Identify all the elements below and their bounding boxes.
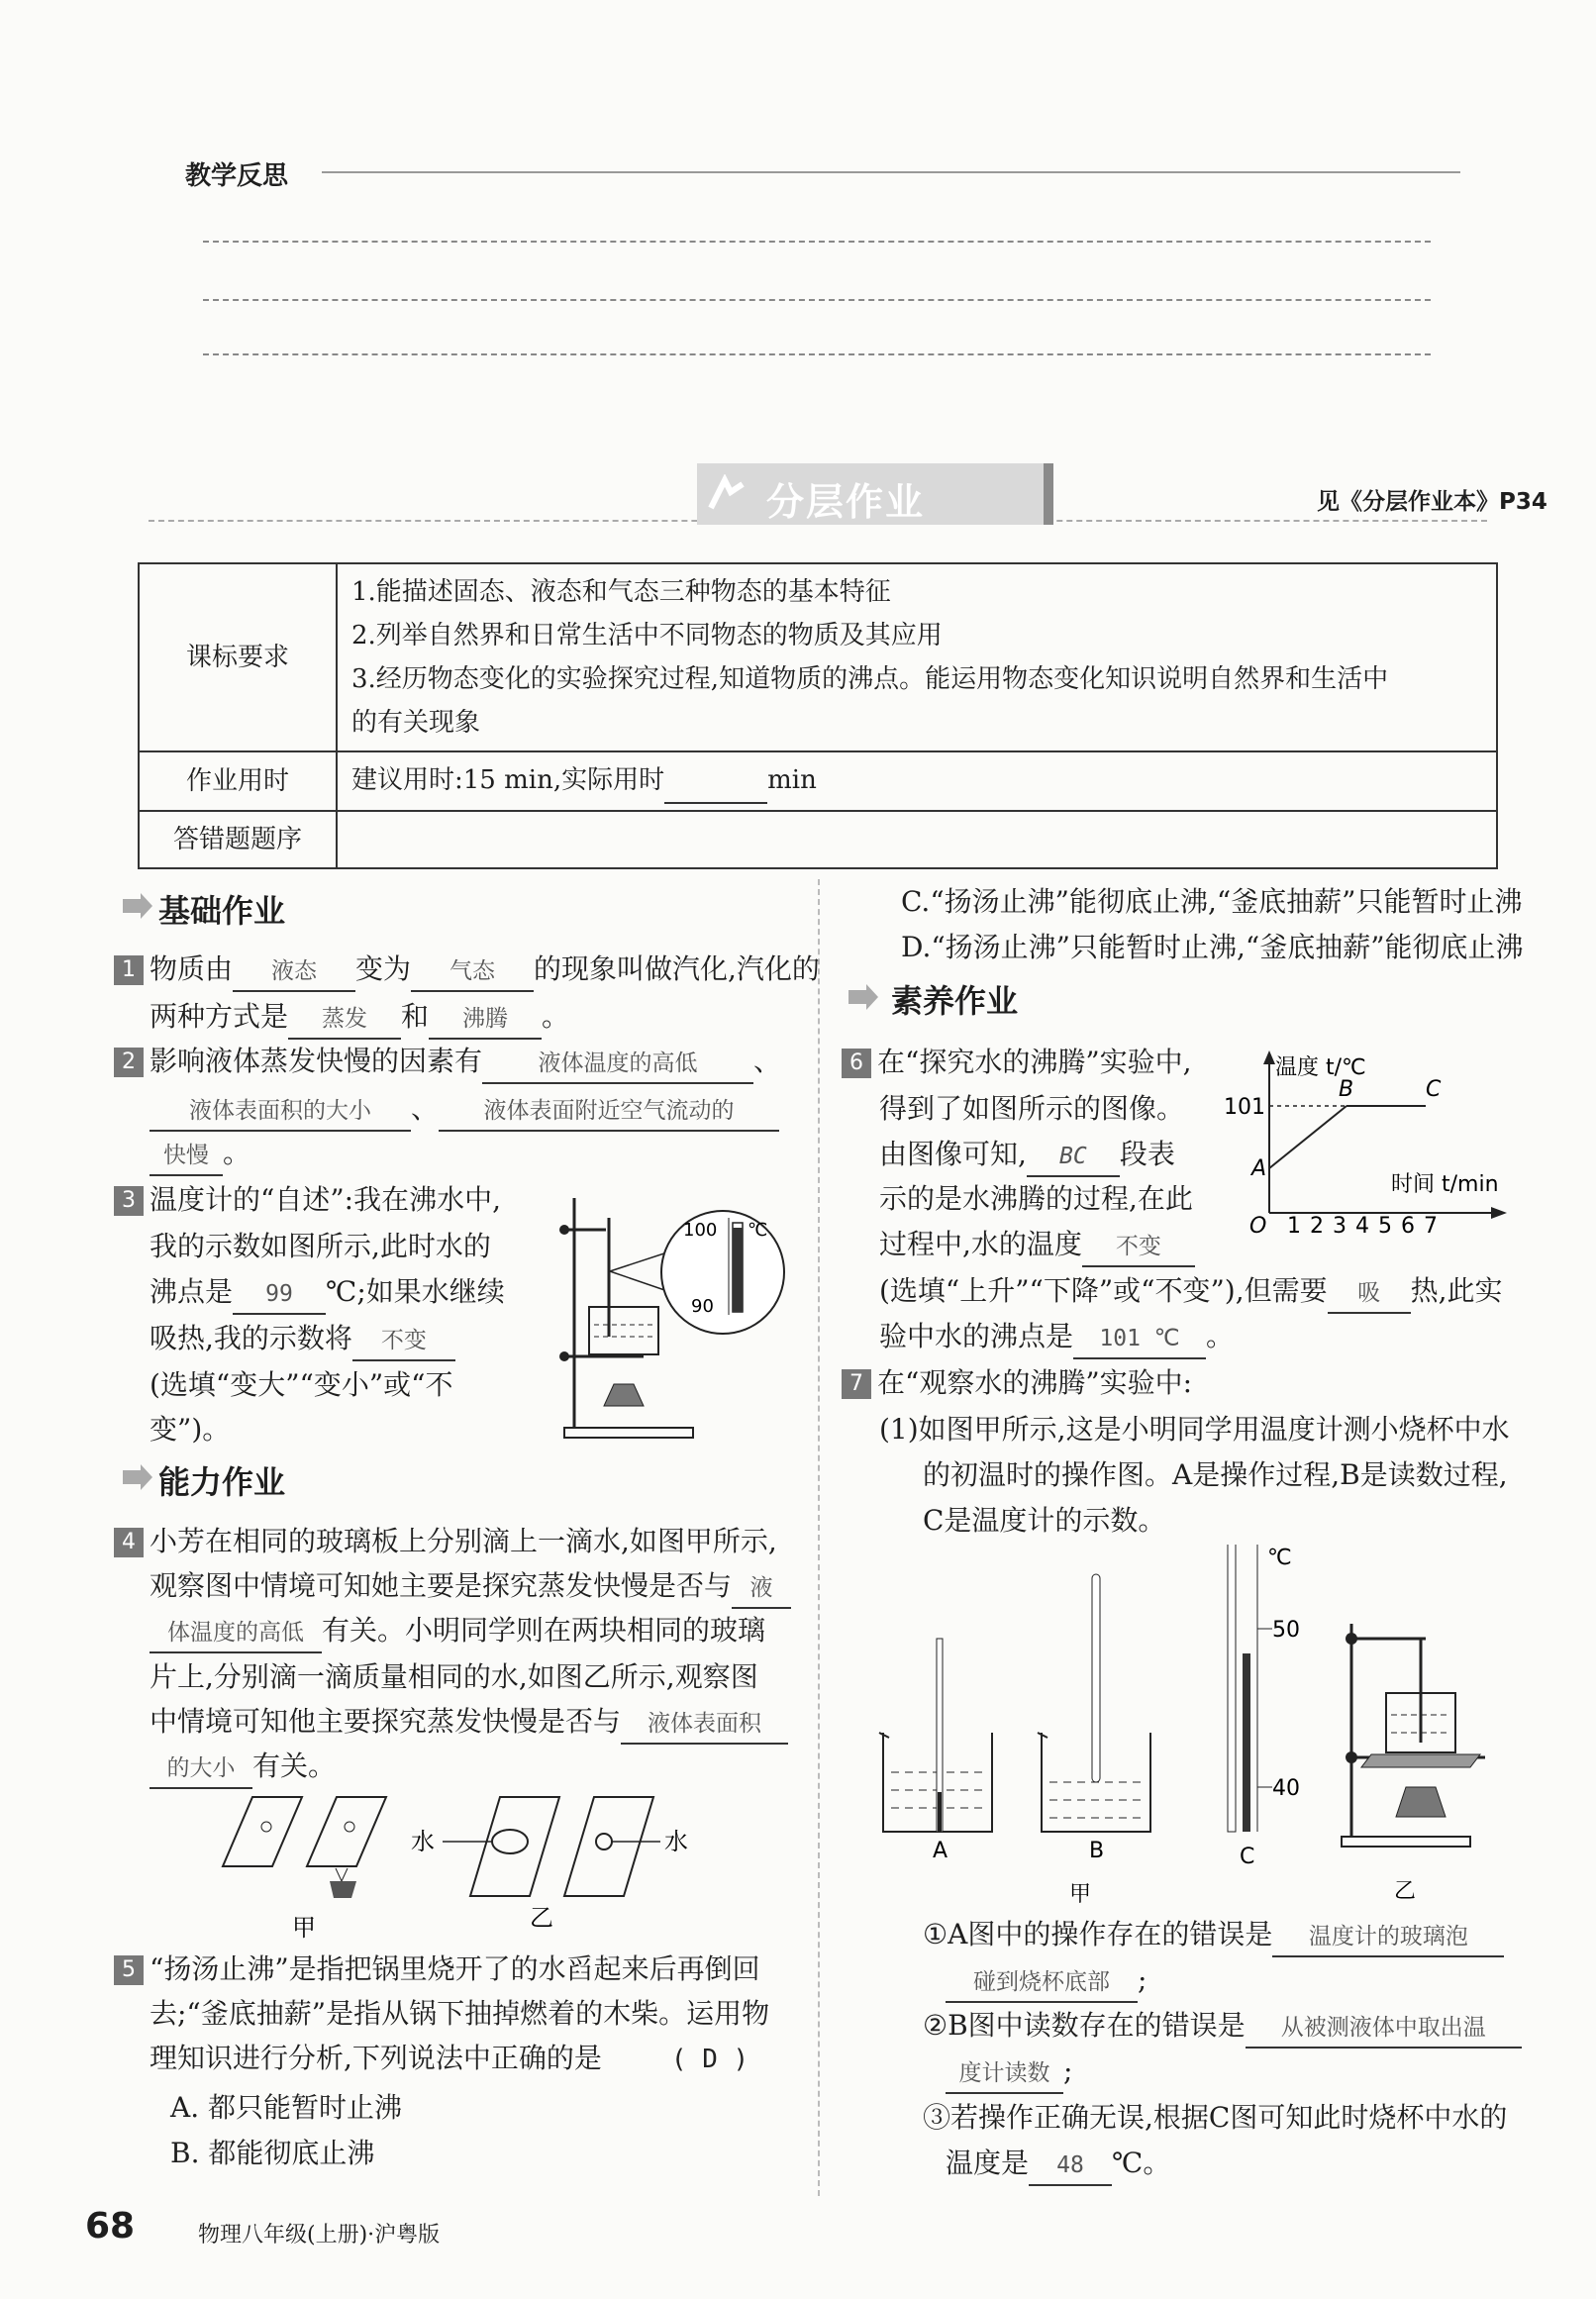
q2-answer-2[interactable]: 液体表面积的大小 [150,1092,411,1132]
q6-line7 [879,1318,1234,1359]
q7-answer-1a[interactable]: 温度计的玻璃泡 [1272,1918,1504,1957]
standard-item: 3.经历物态变化的实验探究过程,知道物质的沸点。能运用物态变化知识说明自然界和生活中 [351,664,1389,694]
scale-unit-C: ℃ [1267,1546,1292,1570]
q3-line6: 变”)。 [150,1413,231,1446]
standard-item: 的有关现象 [351,708,481,738]
q7-r3-line2 [946,2145,1170,2186]
q4-answer-1b[interactable]: 体温度的高低 [150,1614,322,1653]
q4-text: 中情境可知他主要探究蒸发快慢是否与 [150,1705,622,1738]
q3-line5: (选填“变大”“变小”或“不 [150,1368,453,1401]
mercury-C [1243,1653,1250,1832]
point-B: B [1339,1077,1354,1102]
standard-item: 1.能描述固态、液态和气态三种物态的基本特征 [351,577,891,607]
label-wrong: 答错题题序 [139,811,337,868]
label-A: A [933,1839,948,1863]
column-divider [818,879,820,2196]
q3-answer-2[interactable]: 不变 [352,1322,455,1361]
q4-text: 观察图中情境可知她主要是探究蒸发快慢是否与 [150,1569,733,1602]
q1-answer-4[interactable]: 沸腾 [429,1000,542,1040]
water-label-right: 水 [664,1828,688,1855]
glass-plate-2 [307,1797,386,1866]
q3-text: 吸热,我的示数将 [150,1322,352,1354]
q1-text: 和 [401,1000,430,1033]
q7-text: ②B图中读数存在的错误是 [923,2009,1246,2042]
label-jia-7: 甲 [1069,1882,1092,1906]
q3-line3 [150,1273,505,1315]
q7-figure [871,1545,1505,1906]
q4-answer-2a[interactable]: 液体表面积 [621,1705,788,1745]
q2-number: 2 [114,1048,144,1077]
scale-label-top: 100 [683,1220,718,1241]
point-C: C [1426,1077,1442,1102]
q4-line3 [150,1612,765,1653]
q6-answer-4[interactable]: 101 ℃ [1073,1320,1206,1359]
q5-option-c[interactable]: C.“扬汤止沸”能彻底止沸,“釜底抽薪”只能暂时止沸 [901,885,1523,918]
q7-text: 温度是 [946,2147,1030,2179]
graph-ylabel: 温度 t/℃ [1275,1055,1366,1080]
q3-text: 温度计的“自述”:我在沸水中, [150,1183,501,1216]
q2-text: 影响液体蒸发快慢的因素有 [150,1045,483,1077]
q6-boiling-graph [1218,1045,1515,1238]
q4-number: 4 [114,1528,144,1557]
q1-number: 1 [114,955,144,985]
wrong-cell[interactable] [337,811,1497,868]
q1-answer-3[interactable]: 蒸发 [288,1000,401,1040]
x-tick: 3 [1333,1214,1347,1238]
q4-text: 有关。小明同学则在两块相同的玻璃 [322,1614,766,1647]
q7-answer-3[interactable]: 48 [1029,2147,1112,2186]
x-tick: 4 [1355,1214,1369,1238]
reflection-dotted-line [203,299,1431,301]
q1-text: 两种方式是 [150,1000,289,1033]
label-time: 作业用时 [139,751,337,811]
q4-line5 [150,1703,788,1745]
reflection-title: 教学反思 [185,161,289,191]
burner-yi [1396,1787,1446,1817]
q4-line2 [150,1567,791,1609]
beaker [589,1307,658,1354]
q7-r2-line2 [946,2052,1072,2094]
graph-y-value: 101 [1224,1095,1265,1120]
standard-item: 2.列举自然界和日常生活中不同物态的物质及其应用 [351,621,943,650]
q5-line3 [150,2040,748,2078]
label-C: C [1240,1845,1255,1869]
q4-line4: 片上,分别滴一滴质量相同的水,如图乙所示,观察图 [150,1660,758,1693]
q5-line2: 去;“釜底抽薪”是指从锅下抽掉燃着的木柴。运用物 [150,1997,770,2030]
x-tick: 1 [1287,1214,1301,1238]
book-title: 物理八年级(上册)·沪粤版 [198,2223,441,2248]
time-unit: min [767,765,817,795]
q1-line2 [150,998,569,1040]
q4-figure [213,1787,728,1946]
section-basic: 基础作业 [158,892,286,930]
stand-base-yi [1342,1837,1470,1847]
origin: O [1249,1214,1267,1238]
q7-text: ; [1063,2054,1073,2087]
q6-answer-1[interactable]: BC [1027,1138,1120,1177]
q2-line3 [150,1135,250,1176]
reflection-line [322,171,1460,173]
q6-text: 热,此实 [1410,1274,1503,1307]
q1-answer-1[interactable]: 液态 [233,952,355,992]
q4-line1 [114,1523,777,1560]
alcohol-lamp [330,1881,356,1898]
time-blank[interactable] [664,758,767,804]
q2-text: 。 [223,1137,251,1169]
x-tick: 6 [1401,1214,1415,1238]
q6-line6 [879,1272,1503,1314]
q7-number: 7 [842,1369,871,1399]
q7-sub1b: 的初温时的操作图。A是操作过程,B是读数过程, [923,1458,1508,1491]
scale-50: 50 [1272,1618,1300,1643]
q7-r1-line1 [923,1916,1504,1957]
x-tick: 5 [1378,1214,1392,1238]
q5-option-b[interactable]: B. 都能彻底止沸 [170,2137,375,2169]
q7-line1 [842,1364,1192,1402]
label-jia: 甲 [292,1914,316,1942]
q6-answer-3[interactable]: 吸 [1328,1274,1411,1314]
q1-text: 的现象叫做汽化,汽化的 [534,952,820,985]
q3-line2: 我的示数如图所示,此时水的 [150,1230,491,1262]
section-icon [121,891,154,921]
q5-number: 5 [114,1955,144,1985]
thermometer-B [1092,1574,1100,1782]
q6-text: 验中水的沸点是 [879,1320,1074,1352]
q5-text: “扬汤止沸”是指把锅里烧开了的水舀起来后再倒回 [150,1952,760,1985]
section-literacy: 素养作业 [891,982,1019,1020]
q4-answer-2b[interactable]: 的大小 [150,1749,252,1789]
water-label-left: 水 [411,1828,435,1855]
water-drop-small [596,1834,612,1849]
q7-answer-1b[interactable]: 碰到烧杯底部 [946,1963,1138,2003]
q5-option-a[interactable]: A. 都只能暂时止沸 [170,2091,403,2124]
q1-text: 。 [542,1000,570,1033]
q6-line1 [842,1044,1192,1081]
q7-r3-line1: ③若操作正确无误,根据C图可知此时烧杯中水的 [923,2101,1508,2134]
water-drop-large [492,1830,528,1853]
mercury [733,1228,743,1312]
q6-line5 [879,1226,1195,1267]
q4-answer-1a[interactable]: 液 [732,1569,791,1609]
q5-option-d[interactable]: D.“扬汤止沸”只能暂时止沸,“釜底抽薪”能彻底止沸 [901,931,1524,963]
wire-gauze [1361,1754,1480,1767]
scale-label-bottom: 90 [691,1296,714,1317]
q6-text: 在“探究水的沸腾”实验中, [877,1046,1192,1078]
q1-answer-2[interactable]: 气态 [411,952,534,992]
q6-text: (选填“上升”“下降”或“不变”),但需要 [879,1274,1328,1307]
q1-text: 变为 [355,952,412,985]
q7-text: ; [1138,1963,1147,1996]
section-icon [121,1462,154,1492]
q6-line2: 得到了如图所示的图像。 [879,1092,1185,1125]
q2-answer-3a[interactable]: 液体表面附近空气流动的 [439,1092,779,1132]
x-tick: 2 [1310,1214,1324,1238]
q3-text: ℃;如果水继续 [326,1275,505,1308]
q3-number: 3 [114,1186,144,1216]
reflection-dotted-line [203,353,1431,355]
x-ticks [1287,1214,1438,1238]
q5-line1 [114,1950,760,1988]
banner-reference: 见《分层作业本》P34 [1317,489,1547,515]
label-yi-7: 乙 [1394,1879,1417,1904]
glass-plate-3 [470,1797,559,1896]
q7-r1-line2 [946,1961,1147,2003]
q2-text: 、 [753,1045,782,1077]
q6-answer-2[interactable]: 不变 [1082,1228,1195,1267]
q3-text: 沸点是 [150,1275,234,1308]
q4-text: 有关。 [252,1749,337,1782]
q4-text: 小芳在相同的玻璃板上分别滴上一滴水,如图甲所示, [150,1525,777,1557]
scale-40: 40 [1272,1776,1300,1801]
time-prefix: 建议用时:15 min,实际用时 [351,765,665,795]
banner-icon [707,474,747,514]
reflection-dotted-line [203,241,1431,243]
q2-text: 、 [411,1092,440,1125]
q7-text: ①A图中的操作存在的错误是 [923,1918,1273,1950]
q2-line1 [114,1043,781,1084]
q3-line4 [150,1320,455,1361]
banner [697,463,1053,525]
section-icon [847,982,880,1012]
requirements-table [138,562,1498,869]
q6-text: 过程中,水的温度 [879,1228,1082,1260]
q2-line2 [150,1090,779,1132]
q7-answer-2a[interactable]: 从被测液体中取出温 [1246,2009,1522,2049]
q4-line6 [150,1748,336,1789]
q1-text: 物质由 [150,952,234,985]
q3-thermometer-apparatus [535,1168,792,1455]
label-standard: 课标要求 [139,563,337,751]
x-tick: 7 [1424,1214,1438,1238]
segment-AB [1269,1106,1347,1168]
q6-text: 。 [1206,1320,1235,1352]
point-A: A [1251,1156,1267,1181]
burner [604,1384,644,1406]
q6-line3 [879,1136,1175,1177]
q7-answer-2b[interactable]: 度计读数 [946,2054,1063,2094]
graph-xlabel: 时间 t/min [1391,1172,1499,1197]
q6-text: 段表 [1119,1138,1175,1170]
q7-sub1a: (1)如图甲所示,这是小明同学用温度计测小烧杯中水 [879,1413,1510,1446]
q5-answer[interactable]: ( D ) [670,2045,749,2074]
label-yi: 乙 [530,1904,553,1932]
q3-answer-1[interactable]: 99 [233,1275,326,1315]
q7-sub1c: C是温度计的示数。 [923,1504,1166,1537]
q6-number: 6 [842,1049,871,1078]
banner-title: 分层作业 [766,480,926,524]
q1-line1 [114,950,820,992]
q7-r2-line1 [923,2007,1522,2049]
q2-answer-1[interactable]: 液体温度的高低 [482,1045,753,1084]
q6-line4: 示的是水沸腾的过程,在此 [879,1182,1193,1215]
glass-plate-1 [223,1797,302,1866]
scale-C [1228,1545,1236,1832]
stand-base [564,1428,693,1438]
q7-text: ℃。 [1112,2147,1171,2179]
label-B: B [1089,1839,1105,1863]
q3-line1 [114,1181,501,1219]
q2-answer-3b[interactable]: 快慢 [150,1137,223,1176]
q7-text: 在“观察水的沸腾”实验中: [877,1366,1193,1399]
q5-text: 理知识进行分析,下列说法中正确的是 [150,2042,602,2074]
standard-items [337,563,1497,751]
q6-text: 由图像可知, [879,1138,1027,1170]
scale-unit: ℃ [748,1220,768,1241]
page-number: 68 [85,2206,136,2247]
time-cell [337,751,1497,811]
section-ability: 能力作业 [158,1463,286,1501]
